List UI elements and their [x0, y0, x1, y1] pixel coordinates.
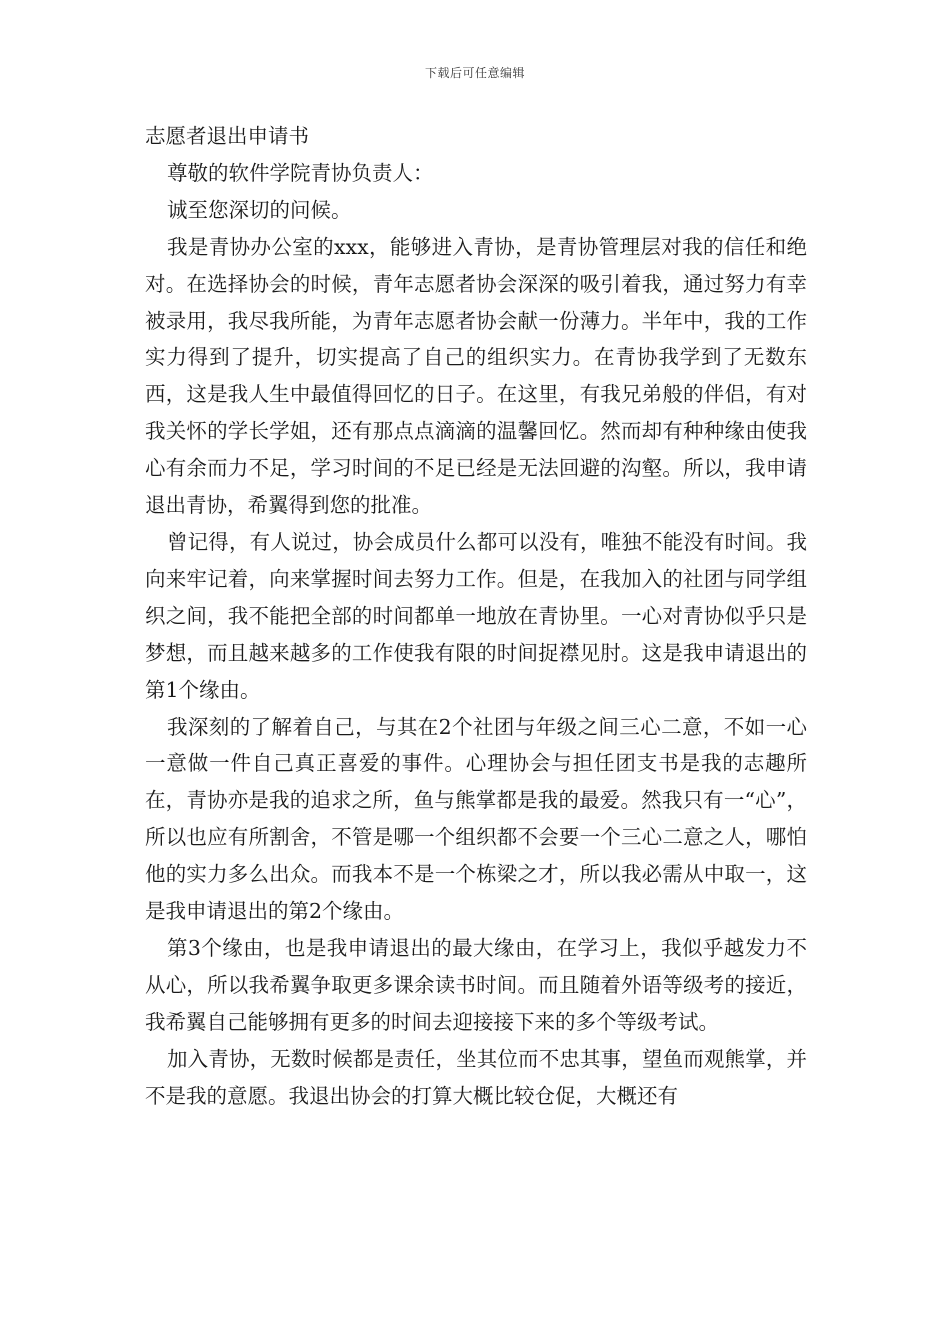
header-note: 下载后可任意编辑: [424, 66, 525, 80]
document-body: [145, 118, 807, 1114]
document-title: 志愿者退出申请书: [145, 124, 309, 148]
paragraph: 加入青协，无数时候都是责任，坐其位而不忠其事，望鱼而观熊掌，并不是我的意愿。我退出协会的打算大概比较仓促，大概还有: [145, 1046, 807, 1108]
salutation: 尊敬的软件学院青协负责人：: [167, 160, 434, 185]
greeting: 诚至您深切的问候。: [167, 197, 352, 222]
paragraph: 我是青协办公室的xxx，能够进入青协，是青协管理层对我的信任和绝对。在选择协会的时候，青年志愿者协会深深的吸引着我，通过努力有幸被录用，我尽我所能，为青年志愿者协会献一份薄力。半年中，我的工作实力得到了提升，切实提高了自己的组织实力。在青协我学到了无数东西，这是我人生中最值得回忆的日子。在这里，有我兄弟般的伴侣，有对我关怀的学长学姐，还有那点点滴滴的温馨回忆。然而却有种种缘由使我心有余而力不足，学习时间的不足已经是无法回避的沟壑。所以，我申请退出青协，希翼得到您的批准。: [145, 234, 807, 518]
paragraph: 曾记得，有人说过，协会成员什么都可以没有，唯独不能没有时间。我向来牢记着，向来掌握时间去努力工作。但是，在我加入的社团与同学组织之间，我不能把全部的时间都单一地放在青协里。一心对青协似乎只是梦想，而且越来越多的工作使我有限的时间捉襟见肘。这是我申请退出的第1个缘由。: [145, 529, 807, 702]
paragraph: 第3个缘由，也是我申请退出的最大缘由，在学习上，我似乎越发力不从心，所以我希翼争取更多课余读书时间。而且随着外语等级考的接近，我希翼自己能够拥有更多的时间去迎接接下来的多个等级考试。: [145, 935, 807, 1034]
paragraph: 我深刻的了解着自己，与其在2个社团与年级之间三心二意，不如一心一意做一件自己真正喜爱的事件。心理协会与担任团支书是我的志趣所在，青协亦是我的追求之所，鱼与熊掌都是我的最爱。然我只有一“心”，所以也应有所割舍，不管是哪一个组织都不会要一个三心二意之人，哪怕他的实力多么出众。而我本不是一个栋梁之才，所以我必需从中取一，这是我申请退出的第2个缘由。: [145, 714, 807, 924]
